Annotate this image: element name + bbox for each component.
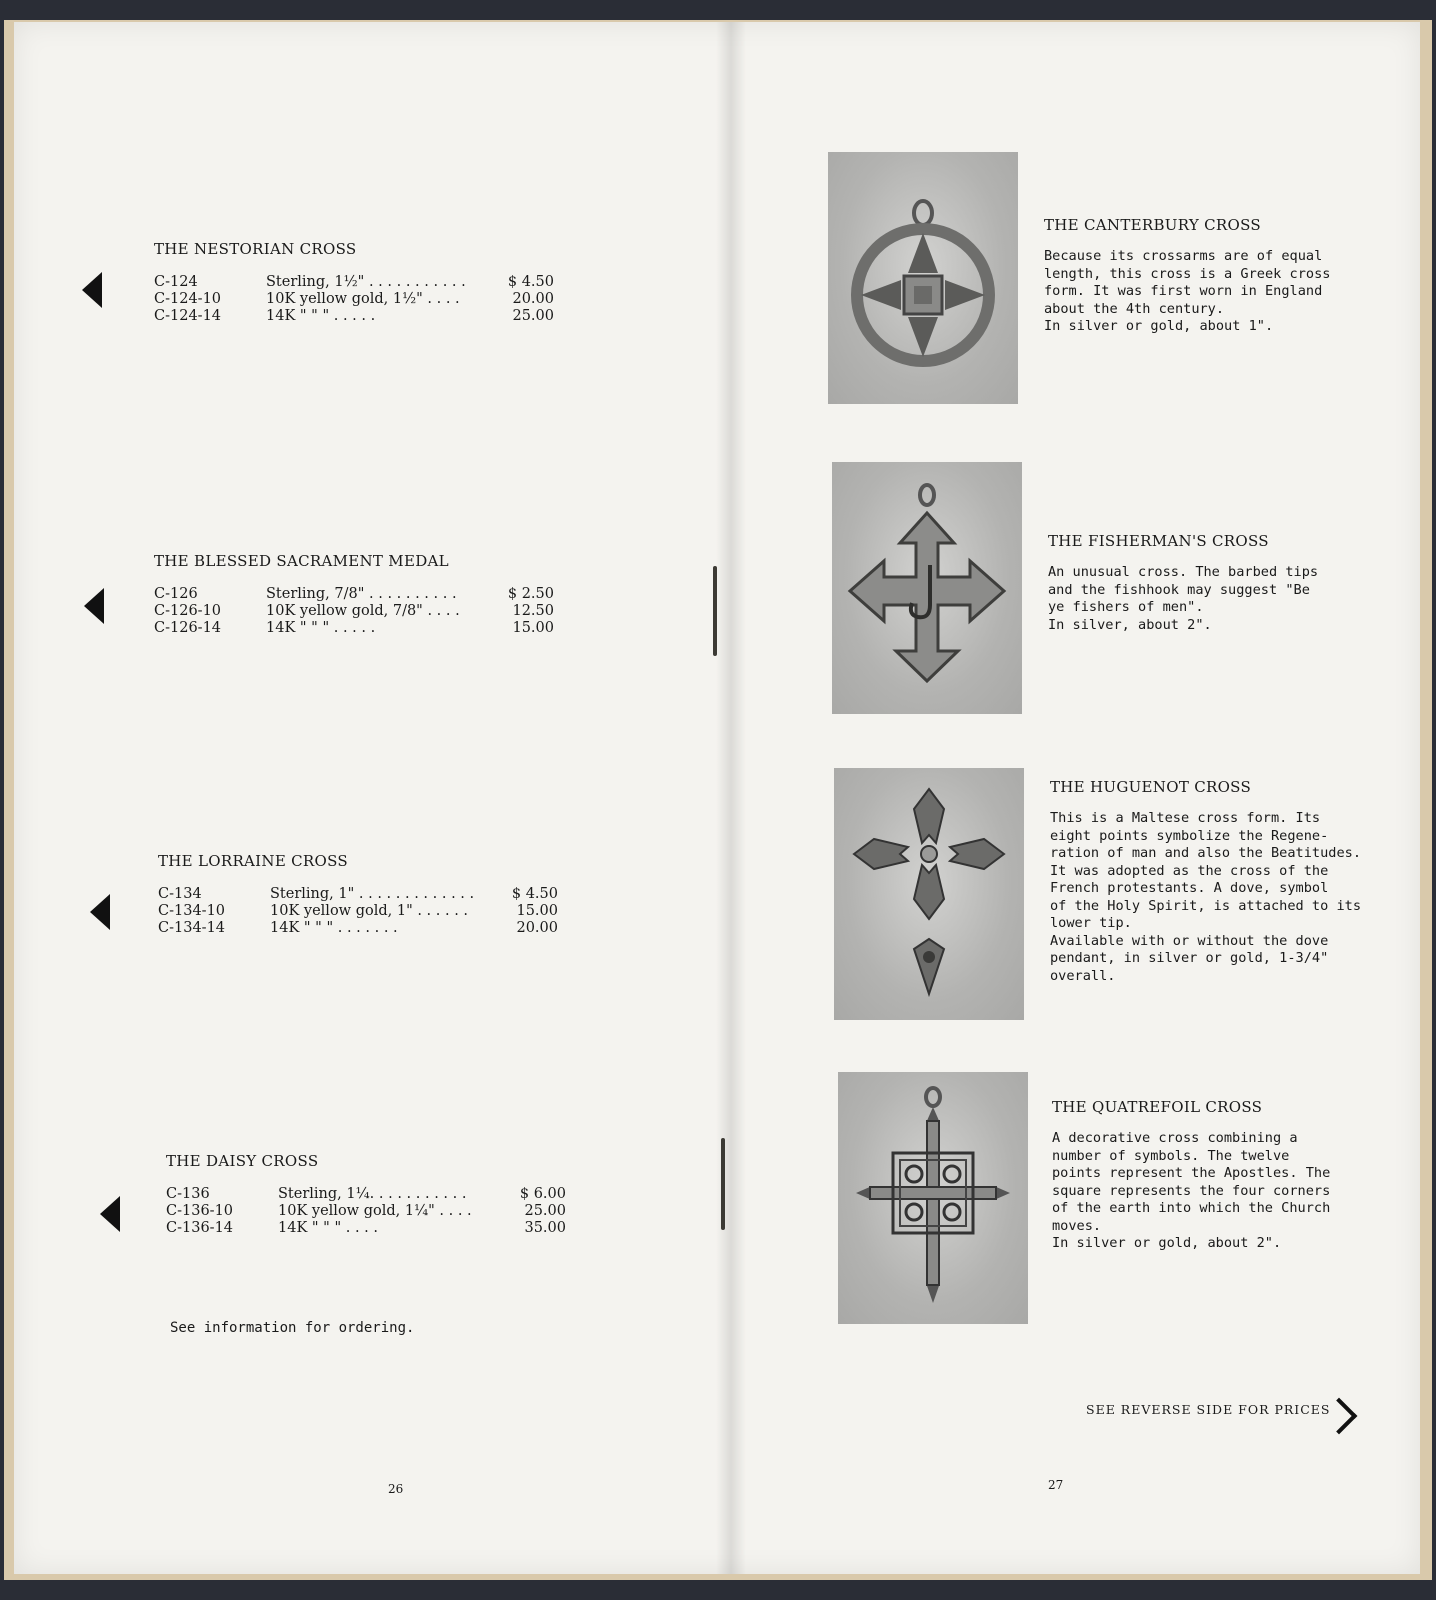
left-arrow-icon [84,588,104,624]
product-photo [832,462,1022,714]
description-line: Because its crossarms are of equal [1044,248,1323,264]
description-line: A decorative cross combining a [1052,1130,1298,1146]
description-line: overall. [1050,967,1116,984]
reverse-side-note: SEE REVERSE SIDE FOR PRICES [1086,1402,1331,1417]
item-desc: 10K yellow gold, 7/8" . . . . [266,603,460,619]
price-row [154,308,554,325]
description-line: This is a Maltese cross form. Its [1050,810,1321,826]
description-text [1048,564,1378,634]
item-price: 25.00 [524,1203,566,1219]
item-price: 35.00 [524,1220,566,1236]
price-row [154,274,554,291]
product-description [1050,778,1380,985]
item-code: C-136-10 [166,1203,234,1219]
item-code: C-134-10 [158,903,226,919]
price-row [166,1203,566,1220]
price-table [166,1186,566,1237]
price-row [154,620,554,637]
description-line: form. It was first worn in England [1044,283,1323,299]
product-title: THE QUATREFOIL CROSS [1052,1098,1263,1116]
description-line: In silver, about 2". [1048,616,1212,633]
page-number: 26 [388,1482,404,1496]
description-line: French protestants. A dove, symbol [1050,880,1329,896]
description-line: lower tip. [1050,915,1132,931]
item-price: $ 4.50 [507,274,554,290]
description-line: It was adopted as the cross of the [1050,862,1329,879]
left-arrow-icon [100,1196,120,1232]
item-code: C-126 [154,586,198,602]
item-desc: Sterling, 1" . . . . . . . . . . . . . [270,886,475,902]
description-line: of the earth into which the Church [1052,1200,1331,1216]
item-title: THE NESTORIAN CROSS [154,240,357,258]
item-desc: 14K " " " . . . . [278,1220,378,1236]
left-arrow-icon [90,894,110,930]
description-line: number of symbols. The twelve [1052,1147,1290,1164]
item-title: THE BLESSED SACRAMENT MEDAL [154,552,449,570]
fisherman-cross-icon [842,473,1012,703]
description-line: ye fishers of men". [1048,599,1204,615]
item-desc: 10K yellow gold, 1¼" . . . . [278,1203,472,1219]
price-row [154,603,554,620]
item-code: C-124-10 [154,291,222,307]
item-code: C-136-14 [166,1220,234,1236]
description-text [1050,810,1380,985]
item-code: C-126-14 [154,620,222,636]
price-table [158,886,558,937]
item-code: C-136 [166,1186,210,1202]
description-line: eight points symbolize the Regene- [1050,827,1329,844]
item-desc: 14K " " " . . . . . [266,620,376,636]
product-title: THE FISHERMAN'S CROSS [1048,532,1269,550]
description-text [1044,248,1374,336]
item-price: $ 6.00 [519,1186,566,1202]
item-title: THE LORRAINE CROSS [158,852,349,870]
ordering-note: See information for ordering. [170,1320,415,1336]
price-row [154,586,554,603]
huguenot-cross-icon [844,779,1014,1009]
price-row [154,291,554,308]
description-line: Available with or without the dove [1050,932,1329,949]
item-code: C-134 [158,886,202,902]
item-price: 25.00 [512,308,554,324]
description-line: of the Holy Spirit, is attached to its [1050,897,1361,914]
description-line: moves. [1052,1217,1102,1234]
product-title: THE CANTERBURY CROSS [1044,216,1262,234]
price-row [166,1220,566,1237]
product-photo [828,152,1018,404]
item-title: THE DAISY CROSS [166,1152,319,1170]
catalog-item-daisy [166,1152,566,1237]
price-row [158,920,558,937]
product-title: THE HUGUENOT CROSS [1050,778,1252,796]
price-row [158,886,558,903]
left-arrow-icon [82,272,102,308]
description-line: pendant, in silver or gold, 1-3/4" [1050,950,1329,966]
item-price: $ 2.50 [507,586,554,602]
description-line: An unusual cross. The barbed tips [1048,564,1319,580]
item-price: 15.00 [516,903,558,919]
price-table [154,274,554,325]
price-table [154,586,554,637]
description-text [1052,1130,1382,1253]
item-code: C-124-14 [154,308,222,324]
description-line: about the 4th century. [1044,300,1225,317]
product-photo [838,1072,1028,1324]
description-line: square represents the four corners [1052,1182,1331,1199]
catalog-item-nestorian [154,240,554,325]
item-price: 20.00 [516,920,558,936]
item-code: C-134-14 [158,920,226,936]
item-desc: Sterling, 1½" . . . . . . . . . . . [266,274,466,290]
canterbury-cross-icon [838,163,1008,393]
description-line: length, this cross is a Greek cross [1044,265,1331,282]
product-photo [834,768,1024,1020]
left-page [14,22,730,1574]
item-desc: 10K yellow gold, 1½" . . . . [266,291,460,307]
item-price: 20.00 [512,291,554,307]
product-description [1044,216,1374,336]
description-line: ration of man and also the Beatitudes. [1050,845,1361,861]
item-desc: Sterling, 7/8" . . . . . . . . . . [266,586,457,602]
item-desc: 14K " " " . . . . . [266,308,376,324]
catalog-item-lorraine [158,852,558,937]
description-line: In silver or gold, about 2". [1052,1235,1282,1251]
item-desc: 14K " " " . . . . . . . [270,920,398,936]
item-price: 15.00 [512,620,554,636]
product-description [1052,1098,1382,1253]
item-code: C-126-10 [154,603,222,619]
price-row [166,1186,566,1203]
quatrefoil-cross-icon [848,1083,1018,1313]
item-desc: Sterling, 1¼. . . . . . . . . . . [278,1186,467,1202]
product-description [1048,532,1378,634]
item-price: 12.50 [512,603,554,619]
price-row [158,903,558,920]
item-code: C-124 [154,274,198,290]
right-page [730,22,1420,1574]
description-line: In silver or gold, about 1". [1044,318,1274,334]
catalog-item-blessed-sacrament [154,552,554,637]
item-price: $ 4.50 [511,886,558,902]
description-line: and the fishhook may suggest "Be [1048,581,1310,598]
item-desc: 10K yellow gold, 1" . . . . . . [270,903,469,919]
page-number: 27 [1048,1478,1064,1492]
description-line: points represent the Apostles. The [1052,1165,1331,1181]
